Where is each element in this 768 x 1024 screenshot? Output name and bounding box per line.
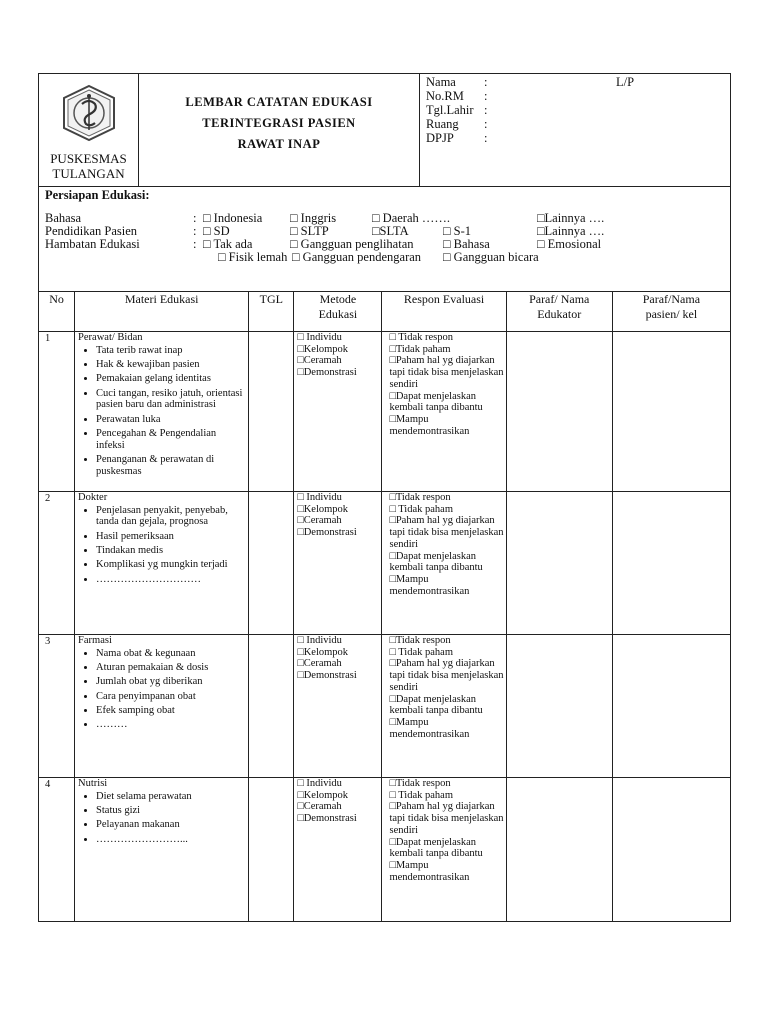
checkbox-kelompok[interactable]: □Kelompok <box>297 343 349 355</box>
education-record-form <box>38 73 731 922</box>
checkbox-slta[interactable]: □SLTA <box>372 224 409 238</box>
list-item: • Cuci tangan, resiko jatuh, orientasi pasien baru dan administrasi <box>96 388 245 411</box>
row-number: 3 <box>39 635 75 778</box>
materi-cell <box>75 635 249 778</box>
materi-cell <box>75 492 249 635</box>
list-item: • Hasil pemeriksaan <box>96 531 245 543</box>
checkbox-tidak-respon[interactable]: □Tidak respon <box>389 635 451 646</box>
form-title-cell <box>139 74 420 187</box>
form-title-line1: LEMBAR CATATAN EDUKASI <box>185 95 373 109</box>
puskesmas-logo-icon <box>39 84 138 147</box>
form-title-line2: TERINTEGRASI PASIEN <box>202 116 356 130</box>
checkbox-paham[interactable]: □Paham hal yg diajarkan tapi tidak bisa menjelaskan sendiri <box>389 515 504 550</box>
checkbox-emosional[interactable]: □ Emosional <box>537 237 602 251</box>
checkbox-daerah[interactable]: □ Daerah ……. <box>372 211 451 225</box>
checkbox-ceramah[interactable]: □Ceramah <box>297 658 342 670</box>
table-row <box>39 635 731 778</box>
checkbox-kelompok[interactable]: □Kelompok <box>297 503 349 515</box>
list-item: • Penanganan & perawatan di puskesmas <box>96 454 245 477</box>
language-row: Bahasa : □ Indonesia □ Inggris □ Daerah ……. □Lainnya …. <box>45 211 605 225</box>
checkbox-tak-ada[interactable]: □ Tak ada <box>203 237 253 251</box>
checkbox-tidak-paham[interactable]: □Tidak paham <box>389 343 451 355</box>
checkbox-tidak-respon[interactable]: □Tidak respon <box>389 492 451 503</box>
checkbox-lainnya-pendidikan[interactable]: □Lainnya …. <box>537 224 605 238</box>
checkbox-demonstrasi[interactable]: □Demonstrasi <box>297 527 357 539</box>
checkbox-tidak-paham[interactable]: □ Tidak paham <box>389 789 453 801</box>
header-paraf-edukator: Paraf/ Nama Edukator <box>506 292 612 332</box>
date-cell[interactable] <box>249 778 294 922</box>
list-item: • Penjelasan penyakit, penyebab, tanda dan gejala, prognosa <box>96 505 245 528</box>
language-label: Bahasa <box>45 211 82 225</box>
materi-cell <box>75 332 249 492</box>
patient-room-field[interactable]: Ruang : <box>426 117 488 131</box>
checkbox-tidak-respon[interactable]: □Tidak respon <box>389 778 451 789</box>
list-item: • ……… <box>96 719 245 731</box>
checkbox-sd[interactable]: □ SD <box>203 224 230 238</box>
form-title <box>139 92 419 155</box>
checkbox-individu[interactable]: □ Individu <box>297 635 342 646</box>
list-item: • Tindakan medis <box>96 545 245 557</box>
org-cell <box>39 74 139 187</box>
row-number: 4 <box>39 778 75 922</box>
list-item: • ………………………… <box>96 574 245 586</box>
checkbox-indonesia[interactable]: □ Indonesia <box>203 211 263 225</box>
checkbox-individu[interactable]: □ Individu <box>297 778 342 789</box>
checkbox-paham[interactable]: □Paham hal yg diajarkan tapi tidak bisa menjelaskan sendiri <box>389 801 504 836</box>
checkbox-lainnya-bahasa[interactable]: □Lainnya …. <box>537 211 605 225</box>
checkbox-individu[interactable]: □ Individu <box>297 492 342 503</box>
field-label: Ruang <box>426 117 459 131</box>
list-item: • Nama obat & kegunaan <box>96 648 245 660</box>
patient-dob-field[interactable]: Tgl.Lahir : <box>426 103 488 117</box>
education-table <box>38 291 731 922</box>
education-level-row: Pendidikan Pasien : □ SD □ SLTP □SLTA □ S-1 □Lainnya …. <box>45 224 605 238</box>
patient-info-cell <box>420 74 731 187</box>
checkbox-gangguan-bicara[interactable]: □ Gangguan bicara <box>443 250 539 264</box>
checkbox-ceramah[interactable]: □Ceramah <box>297 801 342 813</box>
checkbox-bahasa[interactable]: □ Bahasa <box>443 237 490 251</box>
header-respon: Respon Evaluasi <box>382 292 506 332</box>
checkbox-s1[interactable]: □ S-1 <box>443 224 472 238</box>
checkbox-dapat-menjelaskan[interactable]: □Dapat menjelaskan kembali tanpa dibantu <box>389 390 483 414</box>
list-item: • Pelayanan makanan <box>96 819 245 831</box>
checkbox-paham[interactable]: □Paham hal yg diajarkan tapi tidak bisa menjelaskan sendiri <box>389 355 504 390</box>
list-item: • Jumlah obat yg diberikan <box>96 676 245 688</box>
checkbox-mampu[interactable]: □Mampu mendemontrasikan <box>389 413 470 437</box>
field-label: No.RM <box>426 89 464 103</box>
respon-cell <box>382 492 506 635</box>
org-name-line1: PUSKESMAS <box>50 151 127 166</box>
checkbox-mampu[interactable]: □Mampu mendemontrasikan <box>389 573 470 597</box>
respon-cell <box>382 635 506 778</box>
header-no: No <box>39 292 75 332</box>
list-item: • Hak & kewajiban pasien <box>96 359 245 371</box>
checkbox-fisik-lemah[interactable]: □ Fisik lemah <box>218 250 288 264</box>
checkbox-tidak-paham[interactable]: □ Tidak paham <box>389 503 453 515</box>
checkbox-gangguan-penglihatan[interactable]: □ Gangguan penglihatan <box>290 237 414 251</box>
respon-cell <box>382 778 506 922</box>
preparation-cell <box>39 187 731 292</box>
education-level-label: Pendidikan Pasien <box>45 224 138 238</box>
list-item: • Cara penyimpanan obat <box>96 691 245 703</box>
checkbox-dapat-menjelaskan[interactable]: □Dapat menjelaskan kembali tanpa dibantu <box>389 550 483 574</box>
checkbox-inggris[interactable]: □ Inggris <box>290 211 337 225</box>
checkbox-mampu[interactable]: □Mampu mendemontrasikan <box>389 859 470 883</box>
metode-cell <box>294 492 382 635</box>
list-item: • Perawatan luka <box>96 414 245 426</box>
list-item: • Pencegahan & Pengendalian infeksi <box>96 428 245 451</box>
checkbox-demonstrasi[interactable]: □Demonstrasi <box>297 670 357 682</box>
respon-cell <box>382 332 506 492</box>
list-item: • Status gizi <box>96 805 245 817</box>
patient-name-field[interactable]: Nama : L/P <box>426 75 635 89</box>
patient-rm-field[interactable]: No.RM : <box>426 89 488 103</box>
row-number: 1 <box>39 332 75 492</box>
org-name-line2: TULANGAN <box>52 166 125 181</box>
date-cell[interactable] <box>249 332 294 492</box>
metode-cell <box>294 635 382 778</box>
header-paraf-pasien: Paraf/Nama pasien/ kel <box>612 292 730 332</box>
metode-cell <box>294 778 382 922</box>
barrier-row: Hambatan Edukasi : □ Tak ada □ Gangguan penglihatan □ Bahasa □ Emosional <box>45 237 602 251</box>
paraf-edukator-cell[interactable] <box>506 635 612 778</box>
table-header-row <box>39 292 731 332</box>
checkbox-mampu[interactable]: □Mampu mendemontrasikan <box>389 716 470 740</box>
materi-cell <box>75 778 249 922</box>
gender-field: L/P <box>616 75 635 89</box>
list-item: • Diet selama perawatan <box>96 791 245 803</box>
checkbox-kelompok[interactable]: □Kelompok <box>297 646 349 658</box>
paraf-pasien-cell[interactable] <box>612 332 730 492</box>
date-cell[interactable] <box>249 492 294 635</box>
field-label: DPJP <box>426 131 454 145</box>
paraf-pasien-cell[interactable] <box>612 778 730 922</box>
checkbox-demonstrasi[interactable]: □Demonstrasi <box>297 367 357 379</box>
checkbox-dapat-menjelaskan[interactable]: □Dapat menjelaskan kembali tanpa dibantu <box>389 693 483 717</box>
list-item: • Pemakaian gelang identitas <box>96 373 245 385</box>
row-number: 2 <box>39 492 75 635</box>
list-item: • Komplikasi yg mungkin terjadi <box>96 559 245 571</box>
header-tgl: TGL <box>249 292 294 332</box>
education-preparation <box>38 186 731 292</box>
list-item: • Aturan pemakaian & dosis <box>96 662 245 674</box>
barrier-row-2 <box>45 251 724 264</box>
checkbox-sltp[interactable]: □ SLTP <box>290 224 329 238</box>
date-cell[interactable] <box>249 635 294 778</box>
materi-title: Nutrisi <box>78 778 108 789</box>
list-item: • Tata terib rawat inap <box>96 345 245 357</box>
barrier-label: Hambatan Edukasi <box>45 237 140 251</box>
header-materi: Materi Edukasi <box>75 292 249 332</box>
form-header <box>38 73 731 187</box>
checkbox-dapat-menjelaskan[interactable]: □Dapat menjelaskan kembali tanpa dibantu <box>389 836 483 860</box>
preparation-title: Persiapan Edukasi: <box>45 188 150 202</box>
field-label: Nama <box>426 75 456 89</box>
paraf-edukator-cell[interactable] <box>506 332 612 492</box>
table-row <box>39 492 731 635</box>
paraf-pasien-cell[interactable] <box>612 492 730 635</box>
paraf-pasien-cell[interactable] <box>612 635 730 778</box>
table-row <box>39 778 731 922</box>
form-title-line3: RAWAT INAP <box>237 137 321 151</box>
table-row <box>39 332 731 492</box>
paraf-edukator-cell[interactable] <box>506 492 612 635</box>
checkbox-demonstrasi[interactable]: □Demonstrasi <box>297 813 357 825</box>
checkbox-ceramah[interactable]: □Ceramah <box>297 515 342 527</box>
list-item: • ……………………... <box>96 834 245 846</box>
checkbox-individu[interactable]: □ Individu <box>297 332 342 343</box>
list-item: • Efek samping obat <box>96 705 245 717</box>
paraf-edukator-cell[interactable] <box>506 778 612 922</box>
materi-title: Farmasi <box>78 635 112 646</box>
checkbox-gangguan-pendengaran[interactable]: □ Gangguan pendengaran <box>292 250 422 264</box>
materi-title: Dokter <box>78 492 108 503</box>
checkbox-paham[interactable]: □Paham hal yg diajarkan tapi tidak bisa menjelaskan sendiri <box>389 658 504 693</box>
patient-dpjp-field[interactable]: DPJP : <box>426 131 488 145</box>
field-label: Tgl.Lahir <box>426 103 474 117</box>
checkbox-tidak-respon[interactable]: □ Tidak respon <box>389 332 454 343</box>
checkbox-kelompok[interactable]: □Kelompok <box>297 789 349 801</box>
metode-cell <box>294 332 382 492</box>
header-metode: Metode Edukasi <box>294 292 382 332</box>
materi-title: Perawat/ Bidan <box>78 332 143 343</box>
checkbox-ceramah[interactable]: □Ceramah <box>297 355 342 367</box>
checkbox-tidak-paham[interactable]: □ Tidak paham <box>389 646 453 658</box>
